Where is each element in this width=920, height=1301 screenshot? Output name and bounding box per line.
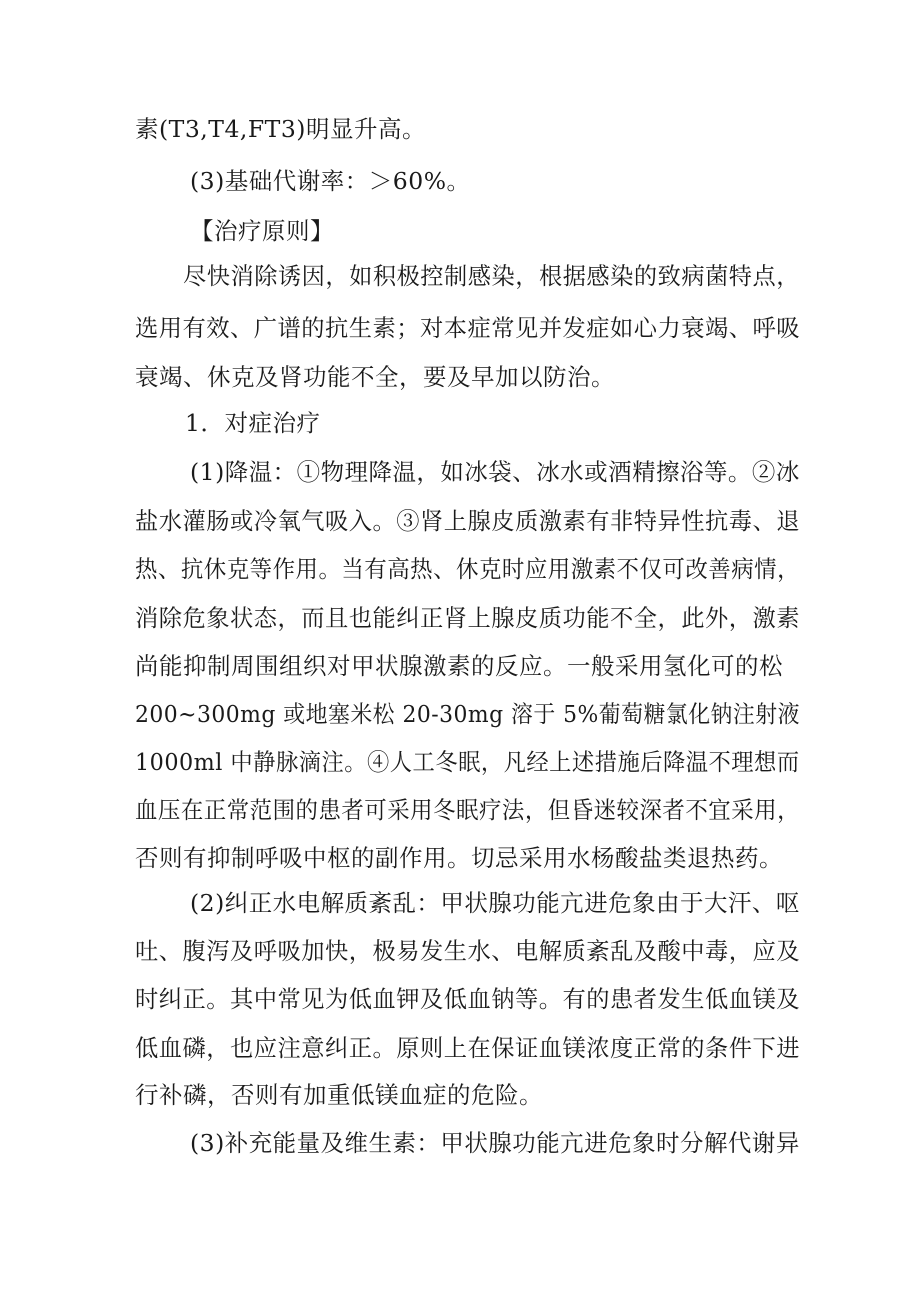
text-line: 血压在正常范围的患者可采用冬眠疗法，但昏迷较深者不宜采用， [135,796,800,824]
text-line: 尚能抑制周围组织对甲状腺激素的反应。一般采用氢化可的松 [135,652,783,680]
text-line: 素(T3,T4,FT3)明显升高。 [135,115,426,143]
text-line: 盐水灌肠或冷氧气吸入。③肾上腺皮质激素有非特异性抗毒、退 [135,507,800,535]
text-line: 尽快消除诱因，如积极控制感染，根据感染的致病菌特点， [183,262,800,290]
text-line: 热、抗休克等作用。当有高热、休克时应用激素不仅可改善病情， [135,555,800,583]
text-line: 选用有效、广谱的抗生素；对本症常见并发症如心力衰竭、呼吸 [135,314,800,342]
subsection-heading: 1．对症治疗 [185,409,321,437]
text-line: 低血磷，也应注意纠正。原则上在保证血镁浓度正常的条件下进 [135,1034,800,1062]
text-line: 时纠正。其中常见为低血钾及低血钠等。有的患者发生低血镁及 [135,985,800,1013]
text-line: 1000ml 中静脉滴注。④人工冬眠，凡经上述措施后降温不理想而 [135,748,800,776]
text-line: (3)基础代谢率：＞60%。 [190,167,471,195]
text-line: 消除危象状态，而且也能纠正肾上腺皮质功能不全，此外，激素 [135,604,800,632]
text-line: 行补磷，否则有加重低镁血症的危险。 [135,1081,543,1109]
text-line: (2)纠正水电解质紊乱：甲状腺功能亢进危象由于大汗、呕 [190,889,800,917]
text-line: (3)补充能量及维生素：甲状腺功能亢进危象时分解代谢异 [190,1129,800,1157]
text-line: 衰竭、休克及肾功能不全，要及早加以防治。 [135,363,615,391]
text-line: (1)降温：①物理降温，如冰袋、冰水或酒精擦浴等。②冰 [190,458,800,486]
text-line: 200~300mg 或地塞米松 20-30mg 溶于 5%葡萄糖氯化钠注射液 [135,700,800,728]
text-line: 否则有抑制呼吸中枢的副作用。切忌采用水杨酸盐类退热药。 [135,844,783,872]
section-heading: 【治疗原则】 [190,217,334,245]
text-line: 吐、腹泻及呼吸加快，极易发生水、电解质紊乱及酸中毒，应及 [135,937,800,965]
